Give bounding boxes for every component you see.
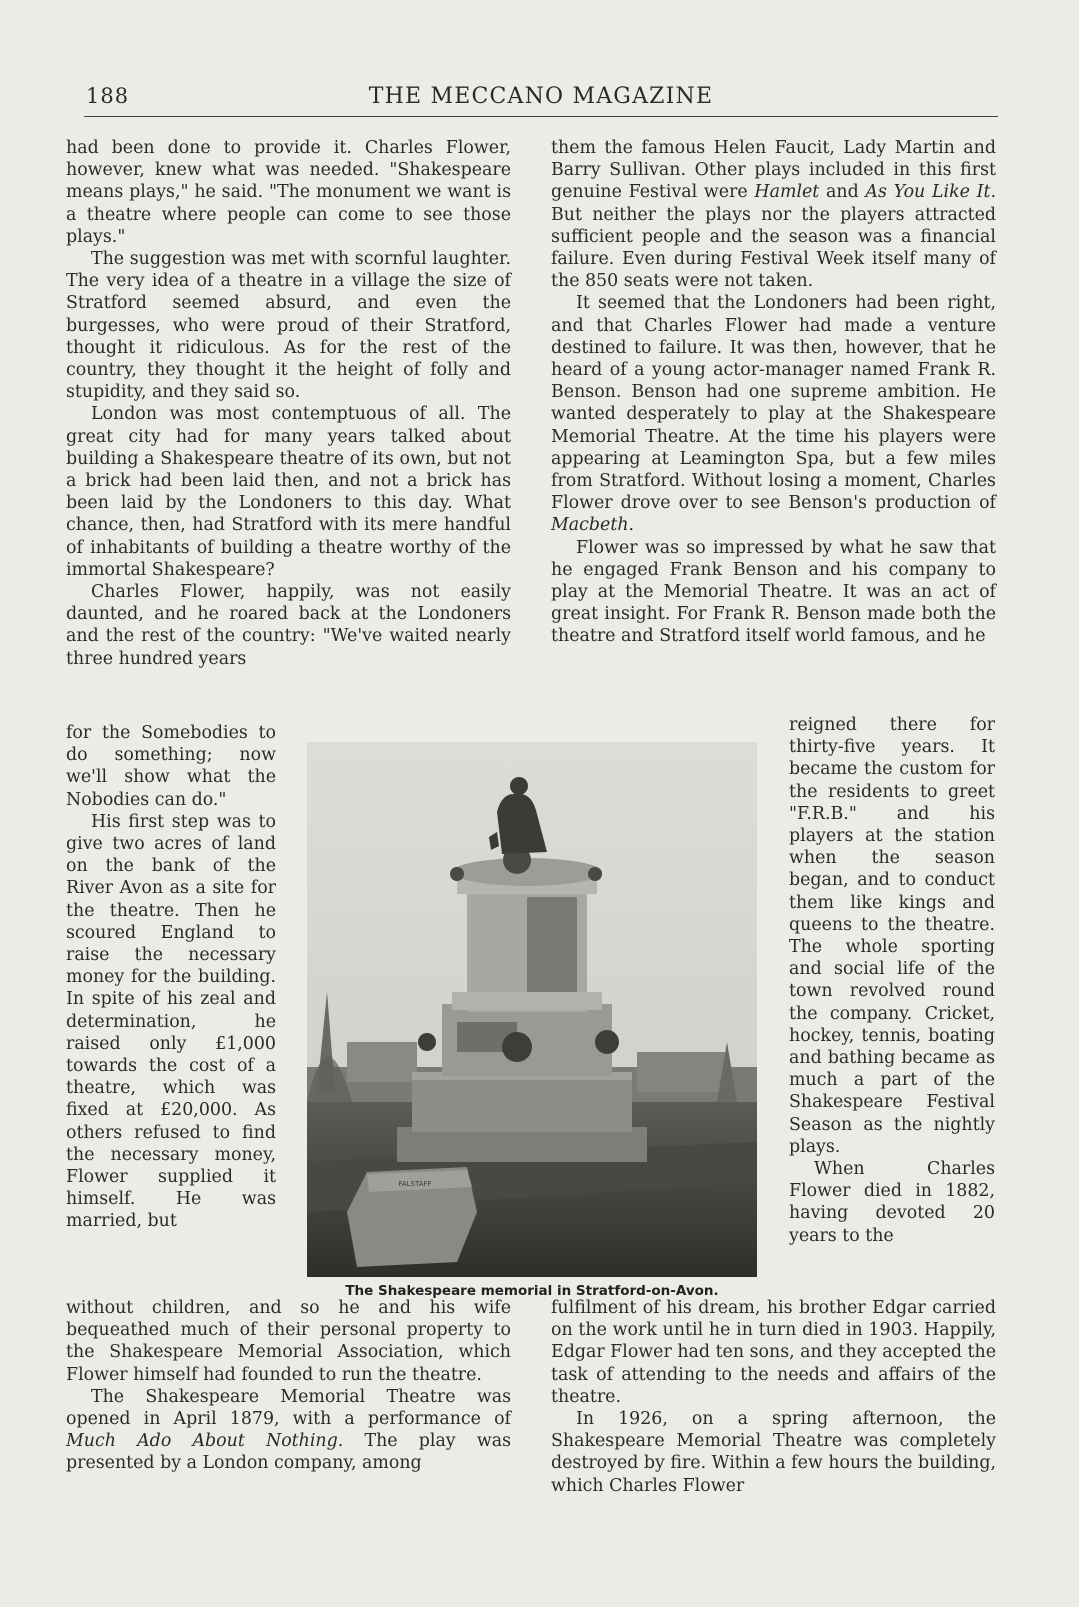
paragraph: The Shakespeare Memorial Theatre was opened in April 1879, with a performance of Much Ado About Nothing. The play was presented by a London company, among [66,1386,511,1474]
memorial-photo [307,742,757,1277]
right-column-bottom [551,1297,996,1497]
plaque-text: FALSTAFF [398,1180,432,1188]
page-header [84,84,998,117]
memorial-illustration [307,742,757,1277]
paragraph: His first step was to give two acres of land on the bank of the River Avon as a site for the theatre. Then he scoured England to raise the necessary money for the building. In spite of his zeal and determination, he raised only £1,000 towards the cost of a theatre, which was fixed at £20,000. As others refused to find the necessary money, Flower supplied it himself. He was married, but [66,811,276,1232]
paragraph: without children, and so he and his wife bequeathed much of their personal property to the Shakespeare Memorial Association, which Flower himself had founded to run the theatre. [66,1298,511,1385]
paragraph: It seemed that the Londoners had been right, and that Charles Flower had made a venture destined to failure. It was then, however, that he heard of a young actor-manager named Frank R. Benson. Benson had one supreme ambition. He wanted desperately to play at the Shakespeare Memorial Theatre. At the time his players were appearing at Leamington Spa, but a few miles from Stratford. Without losing a moment, Charles Flower drove over to see Benson's production of Macbeth. [551,293,996,536]
paragraph: Charles Flower, happily, was not easily daunted, and he roared back at the Londoners and the rest of the country: "We've waited nearly three hundred years [66,582,511,669]
paragraph: London was most contemptuous of all. The great city had for many years talked about building a Shakespeare theatre of its own, but not a brick had been laid then, and not a brick has been laid by the Londoners to this day. What chance, then, had Stratford with its mere handful of inhabitants of building a theatre worthy of the immortal Shakespeare? [66,404,511,580]
paragraph: reigned there for thirty-five years. It became the custom for the residents to greet "F.R.B." and his players at the station when the season began, and to conduct them like kings and queens to the theatre. The whole sporting and social life of the town revolved round the company. Cricket, hockey, tennis, boating and bathing became as much a part of the Shakespeare Festival Season as the nightly plays. [789,715,995,1157]
left-column [66,137,511,670]
paragraph: them the famous Helen Faucit, Lady Martin and Barry Sullivan. Other plays included in this first genuine Festival were Hamlet and As You Like It. But neither the plays nor the players attracted sufficient people and the season was a financial failure. Even during Festival Week itself many of the 850 seats were not taken. [551,138,996,292]
page-number: 188 [86,84,130,108]
paragraph: When Charles Flower died in 1882, having devoted 20 years to the [789,1159,995,1246]
paragraph: Flower was so impressed by what he saw that he engaged Frank Benson and his company to play at the Memorial Theatre. It was an act of great insight. For Frank R. Benson made both the theatre and Stratford itself world famous, and he [551,537,996,647]
left-column-bottom [66,1297,511,1475]
left-wrap-text [66,722,276,1233]
paragraph: The suggestion was met with scornful laughter. The very idea of a theatre in a village the size of Stratford seemed absurd, and even the burgesses, who were proud of their Stratford, thought it ridiculous. As for the rest of the country, they thought it the height of folly and stupidity, and they said so. [66,249,511,403]
right-column [551,137,996,648]
paragraph: In 1926, on a spring afternoon, the Shakespeare Memorial Theatre was completely destroyed by fire. Within a few hours the building, which Charles Flower [551,1409,996,1496]
magazine-title: THE MECCANO MAGAZINE [368,84,714,109]
paragraph: fulfilment of his dream, his brother Edgar carried on the work until he in turn died in 1903. Happily, Edgar Flower had ten sons, and they accepted the task of attending to the needs and affairs of the theatre. [551,1298,996,1407]
paragraph: for the Somebodies to do something; now we'll show what the Nobodies can do." [66,723,276,810]
right-wrap-text [789,714,995,1247]
paragraph: had been done to provide it. Charles Flower, however, knew what was needed. "Shakespeare means plays," he said. "The monument we want is a theatre where people can come to see those plays." [66,138,511,247]
photo-caption: The Shakespeare memorial in Stratford-on-Avon. [345,1283,719,1299]
